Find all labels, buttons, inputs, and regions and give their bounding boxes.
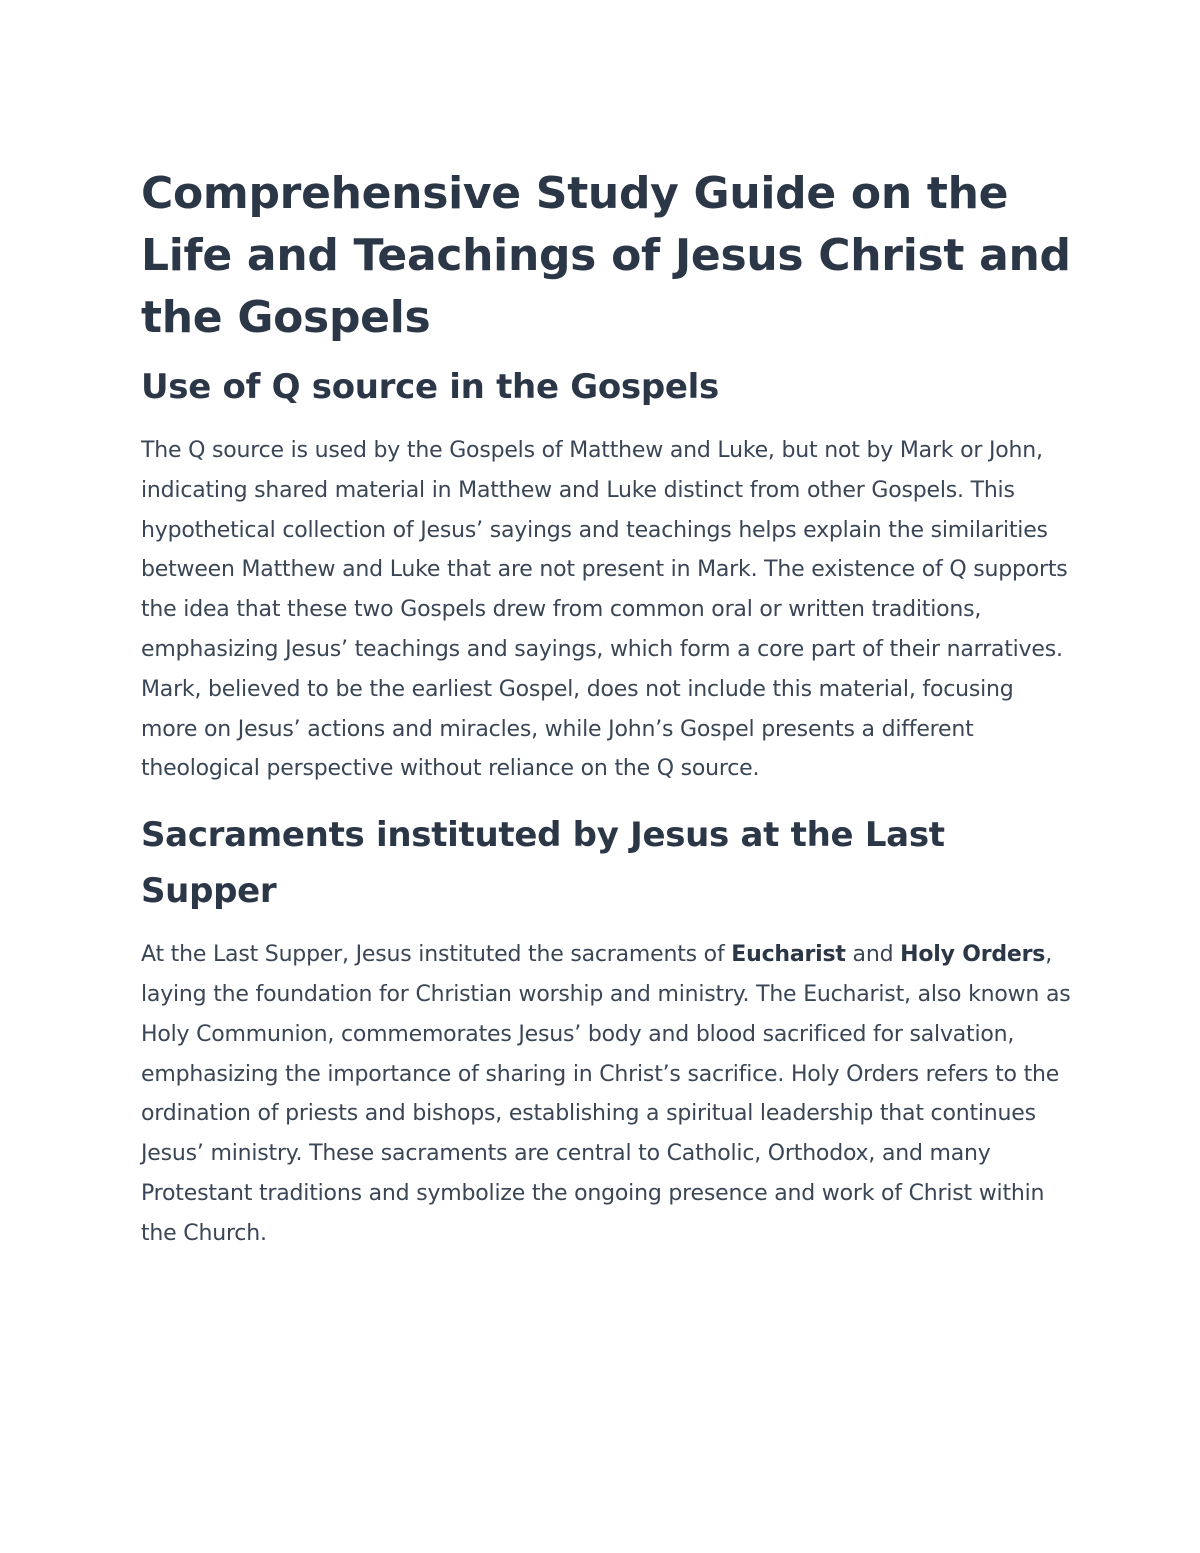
section-body-sacraments [141, 935, 1071, 1253]
body-text: , laying the foundation for Christian worship and ministry. The Eucharist, also known as Holy Communion, commemorates Jesus’ body and blood sacrificed for salvation, emphasizing the importance of sharing in Christ’s sacrifice. Holy Orders refers to the ordination of priests and bishops, establishing a spiritual leadership that continues Jesus’ ministry. These sacraments are central to Catholic, Orthodox, and many Protestant traditions and symbolize the ongoing presence and work of Christ within the Church. [141, 942, 1071, 1246]
body-text: At the Last Supper, Jesus instituted the sacraments of [141, 942, 732, 968]
section-body-q-source: The Q source is used by the Gospels of Matthew and Luke, but not by Mark or John, indicating shared material in Matthew and Luke distinct from other Gospels. This hypothetical collection of Jesus’ sayings and teachings helps explain the similarities between Matthew and Luke that are not present in Mark. The existence of Q supports the idea that these two Gospels drew from common oral or written traditions, emphasizing Jesus’ teachings and sayings, which form a core part of their narratives. Mark, believed to be the earliest Gospel, does not include this material, focusing more on Jesus’ actions and miracles, while John’s Gospel presents a different theological perspective without reliance on the Q source. [141, 438, 1068, 782]
page-title: Comprehensive Study Guide on the Life and Teachings of Jesus Christ and the Gospels [141, 168, 1071, 343]
section-heading-q-source: Use of Q source in the Gospels [141, 367, 719, 407]
body-text: and [845, 942, 901, 968]
document-page [141, 163, 1071, 1254]
section-heading-sacraments: Sacraments instituted by Jesus at the Last Supper [141, 815, 945, 912]
bold-term-eucharist: Eucharist [731, 942, 846, 968]
bold-term-holy-orders: Holy Orders [900, 942, 1046, 968]
